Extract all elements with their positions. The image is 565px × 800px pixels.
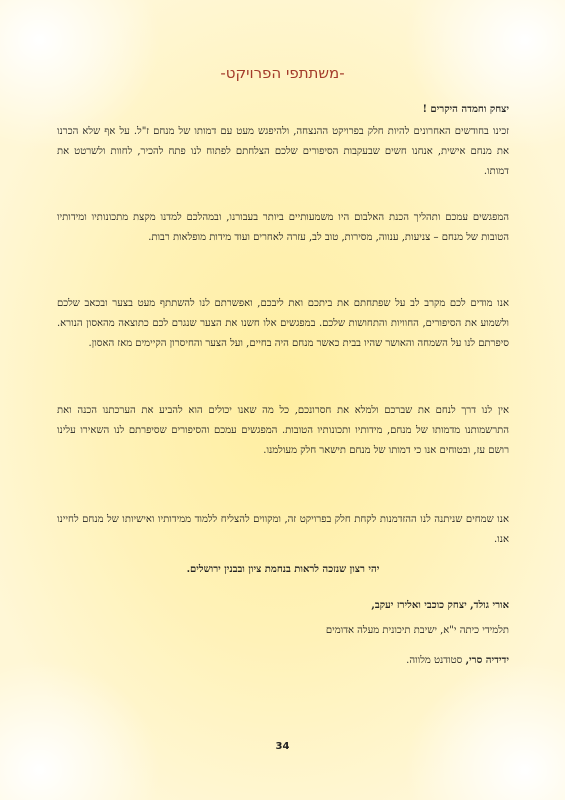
- page-number: 34: [275, 741, 290, 752]
- companion-role: סטודנט מלווה.: [406, 655, 463, 666]
- signature-companion: [57, 651, 509, 671]
- paragraph-2: המפגשים עמכם ותהליך הכנת האלבום היו משמעותיים ביותר בעבורנו, ובמהלכם למדנו מקצת מתכונותיו ומידותיו הטובות של מנחם – צניעות, ענווה, מסירות, טוב לב, עזרה לאחרים ועוד מידות מופלאות רבות.: [57, 212, 509, 243]
- paragraph-1: זכינו בחודשים האחרונים להיות חלק בפרויקט ההנצחה, ולהיפגש מעט עם דמותו של מנחם ז"ל. על אף שלא הכרנו את מנחם אישית, אנחנו חשים שבעקבות הסיפורים שלכם הצלחתם לפתוח לנו פתח להכיר, לחוות ולשרטט את דמותו.: [57, 126, 509, 177]
- companion-name: ידידיה סרי,: [465, 655, 509, 666]
- page-title: -משתתפי הפרויקט-: [220, 64, 345, 82]
- paragraph-3: אנו מודים לכם מקרב לב על שפתחתם את ביתכם ואת ליבכם, ואפשרתם לנו להשתתף מעט בצער ובכאב שלכם ולשמוע את הסיפורים, החוויות והתחושות שלכם. במפגשים אלו חשנו את הצער שנגרם לכם כתוצאה מהאסון הנורא. סיפרתם לנו על השמחה והאושר שהיו בבית כאשר מנחם היה בחיים, ועל הצער והחיסרון הקיימים מאז האסון.: [57, 298, 509, 349]
- closing-wish: יהי רצון שנזכה לראות בנחמת ציון ובבנין ירושלים.: [186, 564, 380, 575]
- paragraph-4: אין לנו דרך לנחם את שברכם ולמלא את חסרונכם, כל מה שאנו יכולים הוא להביע את הערכתנו הכנה ואת התרשמותנו מדמותו של מנחם, מידותיו ותכונותיו הטובות. המפגשים עמכם והסיפורים שסיפרתם לנו השאירו עלינו רושם עז, ובטוחים אנו כי דמותו של מנחם תישאר חלק מעולמנו.: [57, 405, 509, 456]
- signature-school: תלמידי כיתה י"א, ישיבת תיכונית מעלה אדומים: [325, 625, 509, 636]
- signature-names: אורי גולד, יצחק כוכבי ואלירז יעקב,: [371, 600, 509, 611]
- paragraph-5: אנו שמחים שניתנה לנו ההזדמנות לקחת חלק בפרויקט זה, ומקווים להצליח ללמוד ממידותיו ואישיותו של מנחם לחיינו אנו.: [57, 514, 509, 545]
- greeting: יצחק וחמדה היקרים !: [422, 104, 509, 115]
